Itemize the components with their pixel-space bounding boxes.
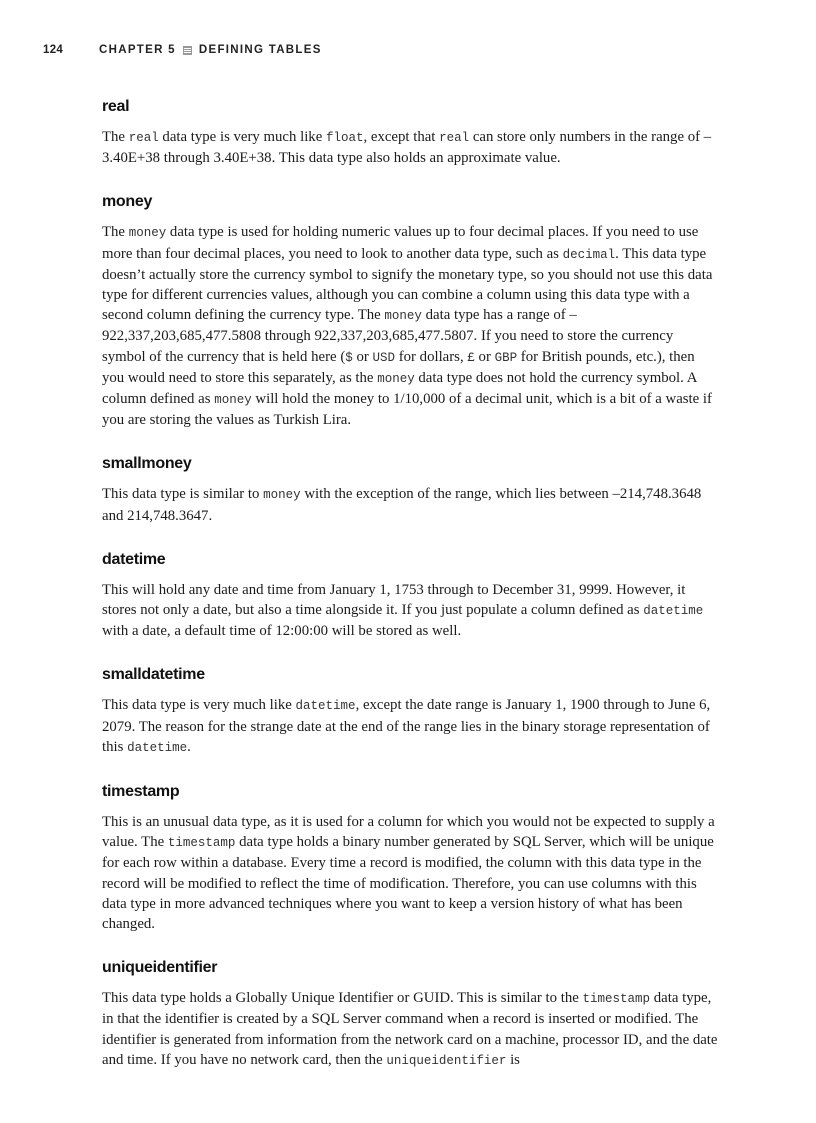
inline-code: money bbox=[128, 226, 167, 241]
text-run: will hold the money to 1/10,000 of a decimal unit, which is a bit of a waste if you are storing the values as Turkish Lira. bbox=[102, 391, 712, 429]
text-run: data type, in that the identifier is created by a SQL Server command when a record is inserted or modified. The identifier is generated from information from the network card on a machine, processor ID, and the date and time. If you have no network card, then the bbox=[102, 990, 718, 1068]
inline-code: datetime bbox=[295, 699, 356, 714]
text-run: data type has a range of –922,337,203,685,477.5808 through 922,337,203,685,477.5807. If you need to store the currency symbol of the currency that is held here ( bbox=[102, 307, 674, 365]
inline-code: real bbox=[439, 131, 470, 145]
section-heading: datetime bbox=[102, 550, 166, 568]
section-datetime bbox=[102, 549, 718, 642]
section-paragraph bbox=[102, 580, 718, 642]
inline-code: float bbox=[325, 131, 364, 145]
section-heading: money bbox=[102, 193, 153, 211]
text-run: The bbox=[102, 224, 129, 241]
section-uniqueidentifier bbox=[102, 957, 718, 1071]
text-run: data type is very much like bbox=[158, 129, 326, 145]
inline-code: £ bbox=[467, 350, 475, 365]
section-paragraph bbox=[102, 695, 718, 758]
section-timestamp bbox=[102, 781, 718, 934]
section-money bbox=[102, 191, 718, 430]
text-run: . bbox=[187, 738, 191, 755]
text-run: with a date, a default time of 12:00:00 will be stored as well. bbox=[102, 623, 462, 640]
running-header bbox=[43, 42, 322, 58]
section-heading: real bbox=[102, 98, 130, 115]
page-number: 124 bbox=[43, 44, 64, 56]
text-run: data type is used for holding numeric values up to four decimal places. If you need to use more than four decimal places, you need to look to another data type, such as bbox=[102, 224, 699, 262]
section-paragraph bbox=[102, 988, 718, 1071]
text-run: This data type is very much like bbox=[102, 697, 296, 714]
inline-code: decimal bbox=[562, 247, 616, 262]
inline-code: money bbox=[377, 371, 415, 386]
section-smalldatetime bbox=[102, 664, 718, 758]
section-heading: smallmoney bbox=[102, 455, 192, 473]
section-paragraph bbox=[102, 812, 718, 934]
inline-code: datetime bbox=[643, 604, 704, 619]
section-heading: smalldatetime bbox=[102, 666, 205, 684]
text-run: data type does not hold the currency symbol. A column defined as bbox=[102, 369, 697, 408]
inline-code: timestamp bbox=[167, 836, 236, 851]
text-run: or bbox=[474, 348, 495, 365]
section-heading: uniqueidentifier bbox=[102, 959, 218, 977]
section-paragraph bbox=[102, 127, 718, 168]
section-paragraph bbox=[102, 484, 718, 525]
text-run: can store only numbers in the range of –3.40E+38 through 3.40E+38. This data type also holds an approximate value. bbox=[102, 129, 712, 167]
section-real bbox=[102, 96, 718, 168]
inline-code: $ bbox=[345, 350, 353, 365]
text-run: or bbox=[352, 348, 373, 365]
text-run: This data type is similar to bbox=[102, 486, 264, 503]
text-run: The bbox=[102, 129, 129, 145]
inline-code: timestamp bbox=[582, 992, 651, 1007]
text-run: with the exception of the range, which lies between –214,748.3648 and 214,748.3647. bbox=[102, 486, 702, 524]
text-run: for British pounds, etc.), then you would need to store this separately, as the bbox=[102, 348, 695, 386]
inline-code: USD bbox=[372, 350, 396, 365]
inline-code: GBP bbox=[494, 350, 518, 365]
text-run: This will hold any date and time from January 1, 1753 through to December 31, 9999. However, it stores not only a date, but also a time alongside it. If you just populate a column defined as bbox=[102, 581, 686, 619]
text-run: , except that bbox=[363, 129, 440, 145]
text-run: . This data type doesn’t actually store the currency symbol to signify the monetary type, so you should not use this data type for different currencies values, although you can combine a column using this data type with a second column defining the currency type. The bbox=[102, 245, 713, 324]
text-run: This is an unusual data type, as it is used for a column for which you would not be expected to supply a value. The bbox=[102, 814, 715, 851]
inline-code: money bbox=[384, 309, 422, 324]
section-heading: timestamp bbox=[102, 783, 180, 801]
section-smallmoney bbox=[102, 453, 718, 525]
chapter-separator-icon bbox=[183, 46, 192, 55]
text-run: is bbox=[506, 1051, 520, 1068]
inline-code: datetime bbox=[127, 740, 188, 755]
chapter-title: DEFINING TABLES bbox=[198, 44, 322, 56]
section-paragraph bbox=[102, 222, 718, 430]
inline-code: uniqueidentifier bbox=[386, 1053, 507, 1068]
text-run: , except the date range is January 1, 1900 through to June 6, 2079. The reason for the strange date at the end of the range lies in the binary storage representation of this bbox=[102, 697, 711, 755]
inline-code: money bbox=[263, 488, 301, 503]
page-body bbox=[102, 96, 718, 1094]
text-run: This data type holds a Globally Unique Identifier or GUID. This is similar to the bbox=[102, 990, 583, 1007]
chapter-label: CHAPTER 5 bbox=[99, 44, 176, 56]
text-run: for dollars, bbox=[395, 348, 468, 365]
text-run: data type holds a binary number generated by SQL Server, which will be unique for each row within a database. Every time a record is modified, the column with this data type in the record will be modified to reflect the time of modification. Therefore, you can use columns with this data type in more advanced techniques where you want to keep a version history of what has been changed. bbox=[102, 834, 714, 933]
inline-code: money bbox=[214, 393, 252, 408]
inline-code: real bbox=[128, 131, 159, 145]
